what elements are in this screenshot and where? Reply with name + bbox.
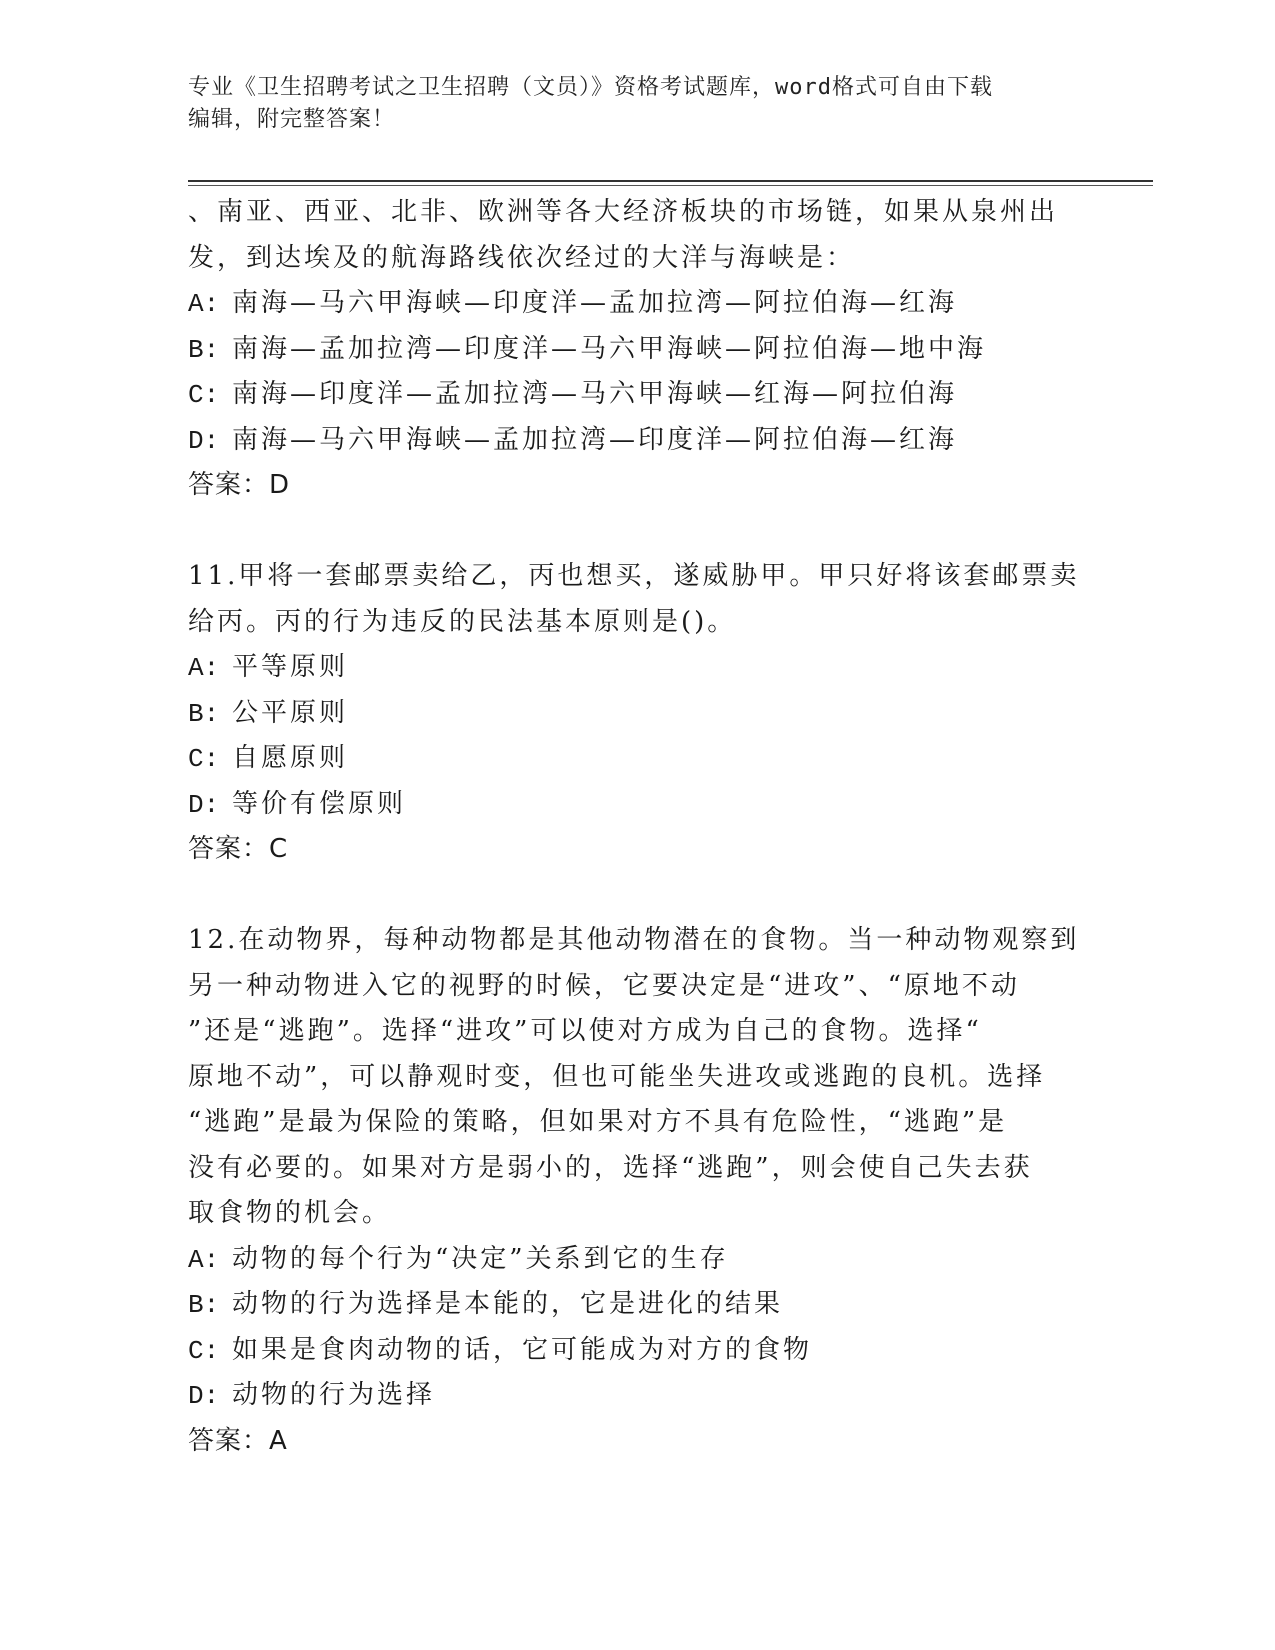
option-text: 南海—马六甲海峡—孟加拉湾—印度洋—阿拉伯海—红海 [232, 424, 958, 455]
page-header [188, 72, 1088, 136]
question-stem-line: 12.在动物界，每种动物都是其他动物潜在的食物。当一种动物观察到 [188, 925, 1080, 955]
option-text: 南海—印度洋—孟加拉湾—马六甲海峡—红海—阿拉伯海 [232, 379, 958, 409]
option-d [188, 418, 1088, 464]
spacer [188, 509, 1088, 555]
option-letter: C: [188, 1335, 220, 1366]
option-c [188, 736, 1088, 782]
option-text: 如果是食肉动物的话，它可能成为对方的食物 [232, 1334, 813, 1365]
option-letter: D: [188, 1381, 220, 1411]
question-12 [188, 918, 1088, 1464]
header-divider-thick [188, 180, 1153, 182]
option-b [188, 691, 1088, 737]
option-text: 自愿原则 [232, 743, 349, 773]
question-stem-line: 取食物的机会。 [188, 1198, 392, 1228]
option-letter: C: [188, 380, 220, 410]
question-stem-line: 11.甲将一套邮票卖给乙，丙也想买，遂威胁甲。甲只好将该套邮票卖 [188, 561, 1080, 591]
question-stem-line: 原地不动”，可以静观时变，但也可能坐失进攻或逃跑的良机。选择 [188, 1061, 1046, 1092]
answer-line: 答案：A [188, 1425, 288, 1456]
spacer [188, 873, 1088, 919]
option-letter: A: [188, 653, 220, 683]
option-text: 公平原则 [232, 697, 349, 728]
question-content [188, 190, 1088, 1464]
option-letter: A: [188, 289, 220, 319]
option-letter: D: [188, 789, 220, 820]
option-text: 南海—孟加拉湾—印度洋—马六甲海峡—阿拉伯海—地中海 [232, 333, 987, 364]
option-text: 平等原则 [232, 652, 349, 682]
option-letter: B: [188, 334, 220, 365]
question-stem-line: 给丙。丙的行为违反的民法基本原则是()。 [188, 606, 737, 637]
option-letter: B: [188, 1290, 220, 1320]
question-stem-line: 发，到达埃及的航海路线依次经过的大洋与海峡是： [188, 242, 856, 273]
option-text: 动物的每个行为“决定”关系到它的生存 [232, 1243, 729, 1274]
option-text: 等价有偿原则 [232, 788, 407, 819]
option-b [188, 327, 1088, 373]
option-text: 动物的行为选择是本能的，它是进化的结果 [232, 1289, 784, 1319]
question-stem-line: 没有必要的。如果对方是弱小的，选择“逃跑”，则会使自己失去获 [188, 1152, 1033, 1183]
option-letter: D: [188, 425, 220, 456]
question-stem-line: ”还是“逃跑”。选择“进攻”可以使对方成为自己的食物。选择“ [188, 1016, 982, 1046]
answer-line: 答案：C [188, 834, 289, 864]
option-c [188, 1328, 1088, 1374]
option-a [188, 645, 1088, 691]
option-letter: A: [188, 1244, 220, 1275]
option-c [188, 372, 1088, 418]
question-10 [188, 190, 1088, 509]
option-d [188, 1373, 1088, 1419]
question-11 [188, 554, 1088, 873]
option-letter: C: [188, 744, 220, 774]
header-line-1: 专业《卫生招聘考试之卫生招聘（文员）》资格考试题库，word格式可自由下载 [188, 75, 993, 100]
option-letter: B: [188, 698, 220, 729]
option-b [188, 1282, 1088, 1328]
option-d [188, 782, 1088, 828]
question-stem-line: “逃跑”是最为保险的策略，但如果对方不具有危险性，“逃跑”是 [188, 1107, 1008, 1137]
option-text: 动物的行为选择 [232, 1380, 436, 1410]
option-text: 南海—马六甲海峡—印度洋—孟加拉湾—阿拉伯海—红海 [232, 288, 958, 318]
header-line-2: 编辑，附完整答案！ [188, 107, 396, 132]
header-divider-thin [188, 185, 1153, 186]
option-a [188, 1237, 1088, 1283]
answer-line: 答案：D [188, 470, 291, 500]
question-stem-line: 另一种动物进入它的视野的时候，它要决定是“进攻”、“原地不动 [188, 970, 1020, 1001]
option-a [188, 281, 1088, 327]
question-stem-line: 、南亚、西亚、北非、欧洲等各大经济板块的市场链，如果从泉州出 [188, 197, 1059, 227]
